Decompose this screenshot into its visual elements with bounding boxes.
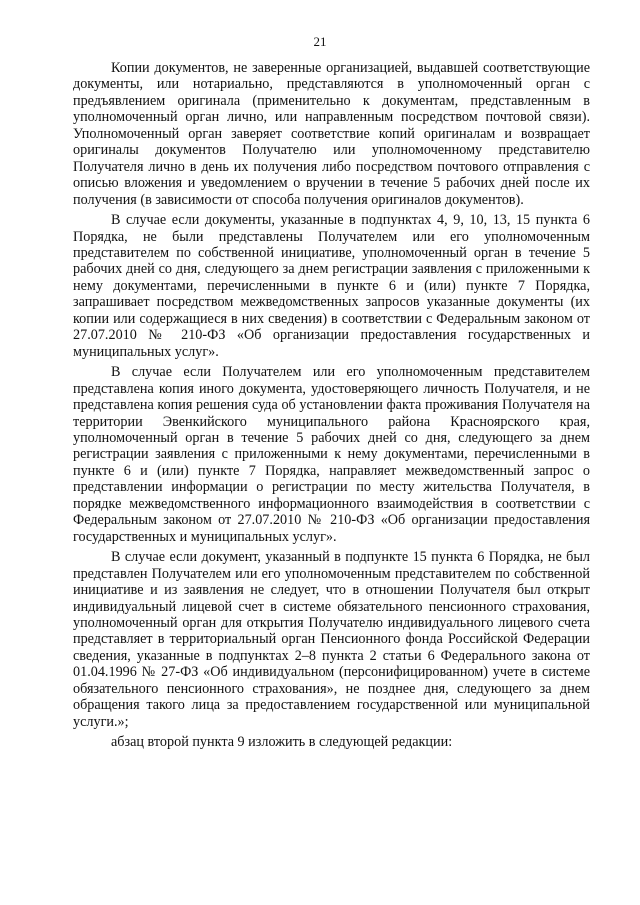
paragraph-amendment-note: абзац второй пункта 9 изложить в следующей редакции:	[111, 734, 453, 751]
paragraph-residence-registration-request: В случае если Получателем или его уполномоченным представителем представлена копия иного документа, удостоверяющего личность Получателя, и не представлена копия решения суда об установлении факта проживания Получателя на территории Эвенкийского муниципального района Красноярского края, уполномоченный орган в течение 5 рабочих дней со дня, следующего за днем регистрации заявления с приложенными к нему документами, перечисленными в пункте 6 и (или) пункте 7 Порядка, направляет межведомственный запрос о представлении информации о регистрации по месту жительства Получателя, в порядке межведомственного информационного взаимодействия в соответствии с Федеральным законом от 27.07.2010 № 210-ФЗ «Об организации предоставления государственных и муниципальных услуг».	[73, 364, 590, 545]
page-number: 21	[313, 34, 327, 49]
paragraph-pension-fund-account: В случае если документ, указанный в подпункте 15 пункта 6 Порядка, не был представлен Получателем или его уполномоченным представителем по собственной инициативе и из заявления не следует, что в отношении Получателя был открыт индивидуальный лицевой счет в системе обязательного пенсионного страхования, уполномоченный орган для открытия Получателю индивидуального лицевого счета представляет в территориальный орган Пенсионного фонда Российской Федерации сведения, указанные в подпунктах 2–8 пункта 2 статьи 6 Федерального закона от 01.04.1996 № 27-ФЗ «Об индивидуальном (персонифицированном) учете в системе обязательного пенсионного страхования», не позднее дня, следующего за днем обращения такого лица за предоставлением государственной или муниципальной услуги.»;	[73, 549, 590, 730]
paragraph-document-copies: Копии документов, не заверенные организацией, выдавшей соответствующие документы, или нотариально, представляются в уполномоченный орган с предъявлением оригинала (применительно к документам, представленным в уполномоченный орган лично, или направленным посредством почтовой связи). Уполномоченный орган заверяет соответствие копий оригиналам и возвращает оригиналы документов Получателю или уполномоченному представителю Получателя лично в день их получения либо посредством почтового отправления с описью вложения и уведомлением о вручении в течение 5 рабочих дней после их получения (в зависимости от способа получения оригиналов документов).	[73, 60, 590, 208]
paragraph-interagency-requests: В случае если документы, указанные в подпунктах 4, 9, 10, 13, 15 пункта 6 Порядка, не были представлены Получателем или его уполномоченным представителем по собственной инициативе, уполномоченный орган в течение 5 рабочих дней со дня, следующего за днем регистрации заявления с приложенными к нему документами, перечисленными в пункте 6 и (или) пункте 7 Порядка, запрашивает посредством межведомственных запросов указанные документы (их копии или содержащиеся в них сведения) в соответствии с Федеральным законом от 27.07.2010 № 210-ФЗ «Об организации предоставления государственных и муниципальных услуг».	[73, 212, 590, 360]
document-body	[73, 60, 590, 751]
